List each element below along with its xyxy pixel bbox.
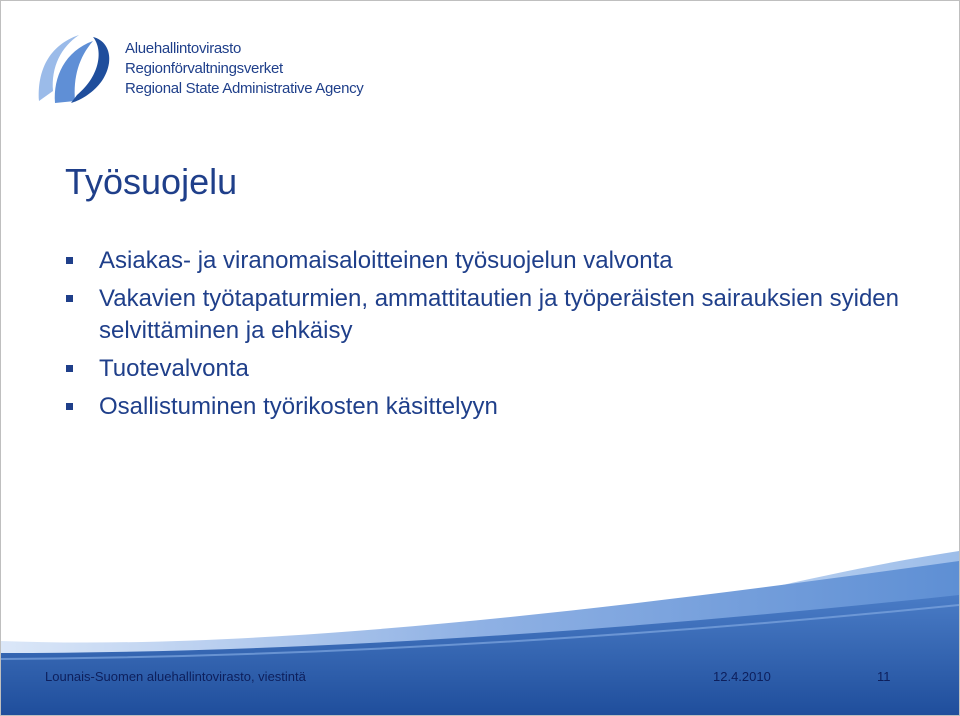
bullet-text: Tuotevalvonta: [99, 355, 249, 382]
org-name-en: Regional State Administrative Agency: [125, 80, 364, 97]
agency-logo-icon: [35, 31, 113, 107]
square-bullet-icon: [66, 257, 73, 264]
footer-page-number: 11: [877, 669, 891, 684]
bullet-text: Asiakas- ja viranomaisaloitteinen työsuojelun valvonta: [99, 247, 673, 274]
footer-date: 12.4.2010: [713, 669, 771, 684]
bullet-item: [65, 245, 925, 277]
bullet-text: Vakavien työtapaturmien, ammattitautien ja työperäisten sairauksien syiden selvittäminen ja ehkäisy: [99, 285, 899, 344]
bullet-item: [65, 353, 925, 385]
square-bullet-icon: [66, 295, 73, 302]
org-name-sv: Regionförvaltningsverket: [125, 60, 283, 77]
footer-organization: Lounais-Suomen aluehallintovirasto, viestintä: [45, 669, 306, 684]
bullet-text: Osallistuminen työrikosten käsittelyyn: [99, 393, 498, 420]
square-bullet-icon: [66, 365, 73, 372]
org-name-fi: Aluehallintovirasto: [125, 40, 242, 57]
square-bullet-icon: [66, 403, 73, 410]
org-names: [125, 39, 364, 99]
bullet-item: [65, 283, 925, 347]
bullet-list: [65, 245, 925, 429]
slide-title: Työsuojelu: [65, 161, 238, 202]
footer-wave-decoration: [1, 541, 959, 715]
bullet-item: [65, 391, 925, 423]
